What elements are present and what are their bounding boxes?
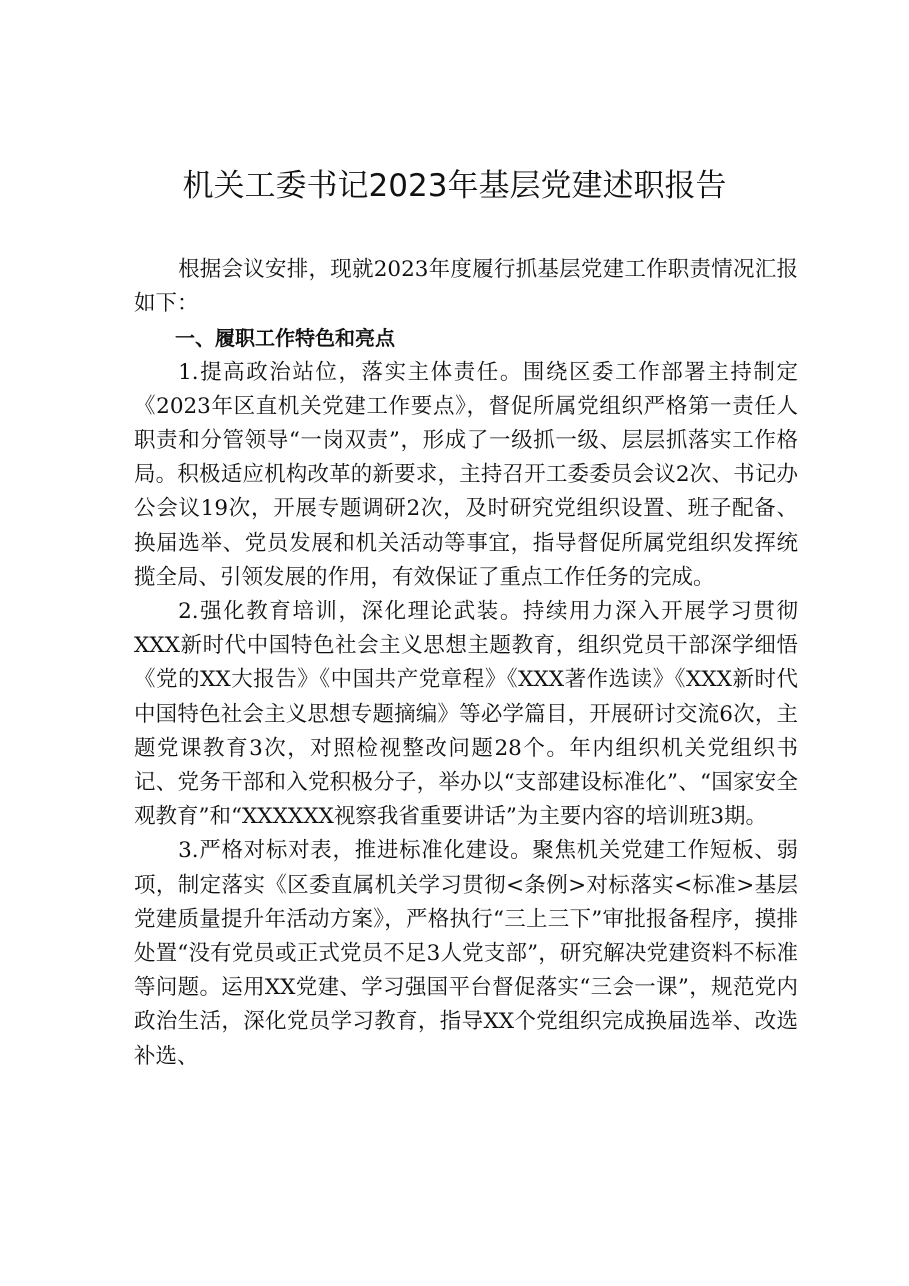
paragraph-item-1: 1.提高政治站位，落实主体责任。围绕区委工作部署主持制定《2023年区直机关党建工作要点》，督促所属党组织严格第一责任人职责和分管领导“一岗双责”，形成了一级抓一级、层层抓落实工作格局。积极适应机构改革的新要求，主持召开工委委员会议2次、书记办公会议19次，开展专题调研2次，及时研究党组织设置、班子配备、换届选举、党员发展和机关活动等事宜，指导督促所属党组织发挥统揽全局、引领发展的作用，有效保证了重点工作任务的完成。 <box>134 359 798 590</box>
document-title: 机关工委书记2023年基层党建述职报告 <box>182 168 727 204</box>
paragraph-item-3: 3.严格对标对表，推进标准化建设。聚焦机关党建工作短板、弱项，制定落实《区委直属机关学习贯彻<条例>对标落实<标准>基层党建质量提升年活动方案》，严格执行“三上三下”审批报备程序，摸排处置“没有党员或正式党员不足3人党支部”，研究解决党建资料不标准等问题。运用XX党建、学习强国平台督促落实“三会一课”，规范党内政治生活，深化党员学习教育，指导XX个党组织完成换届选举、改选补选、 <box>134 838 798 1069</box>
document-body <box>134 253 798 1074</box>
paragraph-item-2: 2.强化教育培训，深化理论武装。持续用力深入开展学习贯彻XXX新时代中国特色社会主义思想主题教育，组织党员干部深学细悟《党的XX大报告》《中国共产党章程》《XXX著作选读》《XXX新时代中国特色社会主义思想专题摘编》等必学篇目，开展研讨交流6次，主题党课教育3次，对照检视整改问题28个。年内组织机关党组织书记、党务干部和入党积极分子，举办以“支部建设标准化”、“国家安全观教育”和“XXXXXX视察我省重要讲话”为主要内容的培训班3期。 <box>134 599 798 830</box>
intro-paragraph: 根据会议安排，现就2023年度履行抓基层党建工作职责情况汇报如下： <box>134 257 798 317</box>
section-heading: 一、履职工作特色和亮点 <box>175 326 395 351</box>
